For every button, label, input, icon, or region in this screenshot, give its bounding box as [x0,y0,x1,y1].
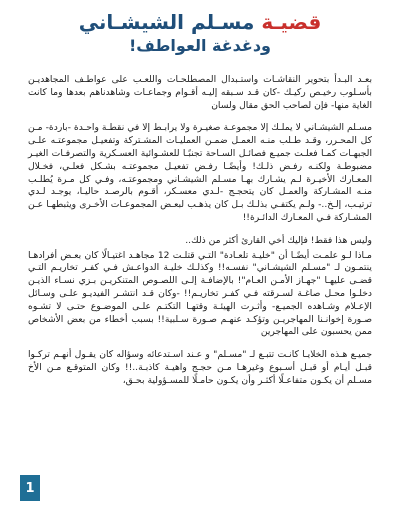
paragraph-main: مسـلم الشيشـاني لا يملـك إلا مجموعـة صغيـرة ولا يرابـط إلا في نقطـة واحـدة -باردة- مـن كل المحـرر، وقـد طـلب منـه العمـل ضمـن العمليـات المشـتركة وتفعيـل مجموعتـه علـى الجبهـات كمـا فعلـت جميـع فصائـل السـاحة تجنبًـا للعشـوائية العسـكرية والتصرفـات الغيـر مضبوطـة ولكنـه رفـض ذلـك! وأيضًـا رفـض تفعيـل مجموعتـه بشـكل فعلـي، فخـلال المعـارك الأخيـرة لـم يشـارك بهـا مسـلم الشيشـاني ومجموعتـه، وفـي كل مـرة يُطلـب منـه المشـاركة والعمـل كان يتحجـج -لـدي معسـكر، أقـوم بالرصـد حاليـا، يوجـد لـدي ترتيـب، إلـخ..- ولـم يكتفـي بذلـك بـل كان يذهـب لبعـض المجموعـات الأخـرى ويثبطهـا عـن المشـاركة فـي المعـارك الدائـرة!! [28,122,372,223]
paragraph-transition: وليس هذا فقط! فإليك أخي القارئ أكثر من ذلك.. [185,234,372,246]
page-subtitle: ودغدغة العواطف! [129,36,271,55]
page-number: 1 [20,475,40,501]
article-body [28,74,372,398]
title-highlight: قضيـة [261,10,322,34]
title-name: مسـلم الشيشـاني [78,10,255,34]
paragraph-intro: بعـد البـدأ بتحوير النقاشـات واستـبدال المصطلحـات واللعـب على عواطـف المجاهديـن بأسـلوب رخيـص ركيـك -كان قـد سـبقه إليـه أقـوام وجماعـات وشاهدناهم بعدها وما كانت الغاية منها- فإن لصاحب الحق مقال ولسان [28,74,372,111]
paragraph-closing: جميـع هـذه الخلايـا كانـت تتبـع لـ "مسـلم" و عـند اسـتدعائه وسؤاله كان يقـول أنهـم تركـوا قبـل أيـام أو قبـل أسـبوع وغيرهـا مـن حجـج واهيـة كاذبـة..!! وكان المتوقـع مـن الأخ مسـلم أن يكـون متفاعـلًا أكثـر وأن يكـون حامـلًا للمسـؤولية بحـق، [28,349,372,386]
page-header [0,0,400,66]
paragraph-cells: مـاذا لـو علمـت أيضًـا أن "خليـة تلعـادة" التـي قتلـت 12 مجاهـد اغتيـالًا كان بعـض أفرادهـا ينتمـون لـ "مسـلم الشيشـاني" نفسـه!! وكذلـك خليـة الدواعـش فـي كفـر تخاريـم التـي قضـى عليهـا "جهـاز الأمـن العـام"! بالإضافـة إلـى اللصـوص المتنكريـن بـزي نسـاء الذيـن دخلـوا محـل صاغـة لسـرقته فـي كفـر تخاريـم!! -وكان قـد انتشـر الفيديـو علـى وسـائل الإعـلام وشـاهده الجميـع- وأثـرت الهيئـة وقتهـا التكتـم علـى الموضـوع حتـى لا تشـوه صـورة إخوانـنا المهاجريـن وتؤكـد عنهـم صـورة سـلبية!! بسبب أخطاء من بعض الأشخاص ممن يحسبون على المهاجرين [28,249,372,338]
page-title [79,10,322,34]
